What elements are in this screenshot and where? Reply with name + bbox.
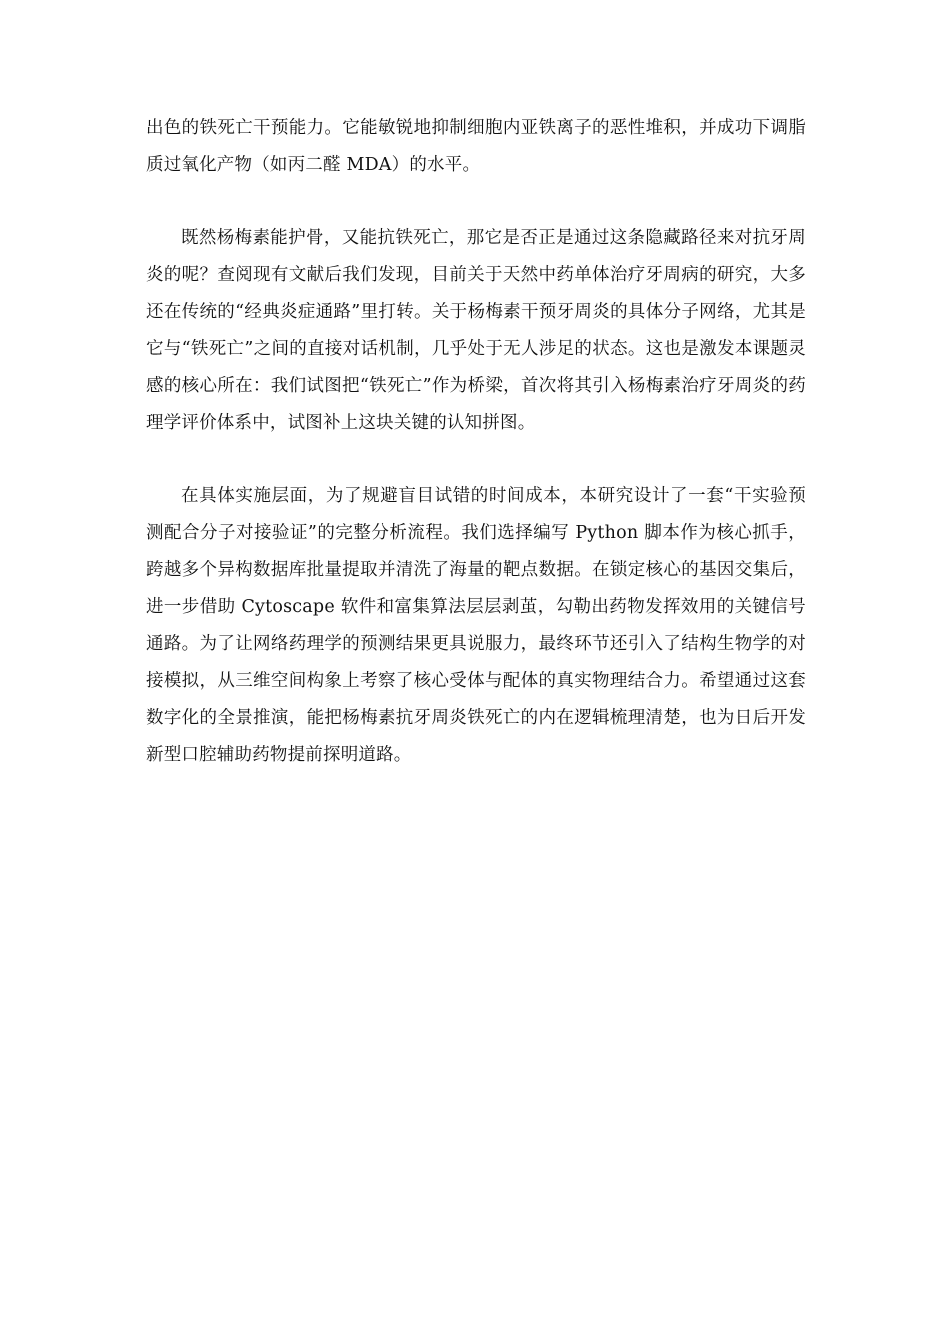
document-body	[146, 110, 806, 810]
paragraph-3: 在具体实施层面，为了规避盲目试错的时间成本，本研究设计了一套“干实验预测配合分子对接验证”的完整分析流程。我们选择编写 Python 脚本作为核心抓手，跨越多个异构数据库批量提取并清洗了海量的靶点数据。在锁定核心的基因交集后，进一步借助 Cytoscape 软件和富集算法层层剥茧，勾勒出药物发挥效用的关键信号通路。为了让网络药理学的预测结果更具说服力，最终环节还引入了结构生物学的对接模拟，从三维空间构象上考察了核心受体与配体的真实物理结合力。希望通过这套数字化的全景推演，能把杨梅素抗牙周炎铁死亡的内在逻辑梳理清楚，也为日后开发新型口腔辅助药物提前探明道路。	[146, 486, 806, 765]
paragraph-1: 出色的铁死亡干预能力。它能敏锐地抑制细胞内亚铁离子的恶性堆积，并成功下调脂质过氧化产物（如丙二醛 MDA）的水平。	[146, 118, 806, 175]
paragraph-2: 既然杨梅素能护骨，又能抗铁死亡，那它是否正是通过这条隐藏路径来对抗牙周炎的呢？查阅现有文献后我们发现，目前关于天然中药单体治疗牙周病的研究，大多还在传统的“经典炎症通路”里打转。关于杨梅素干预牙周炎的具体分子网络，尤其是它与“铁死亡”之间的直接对话机制，几乎处于无人涉足的状态。这也是激发本课题灵感的核心所在：我们试图把“铁死亡”作为桥梁，首次将其引入杨梅素治疗牙周炎的药理学评价体系中，试图补上这块关键的认知拼图。	[146, 228, 806, 433]
